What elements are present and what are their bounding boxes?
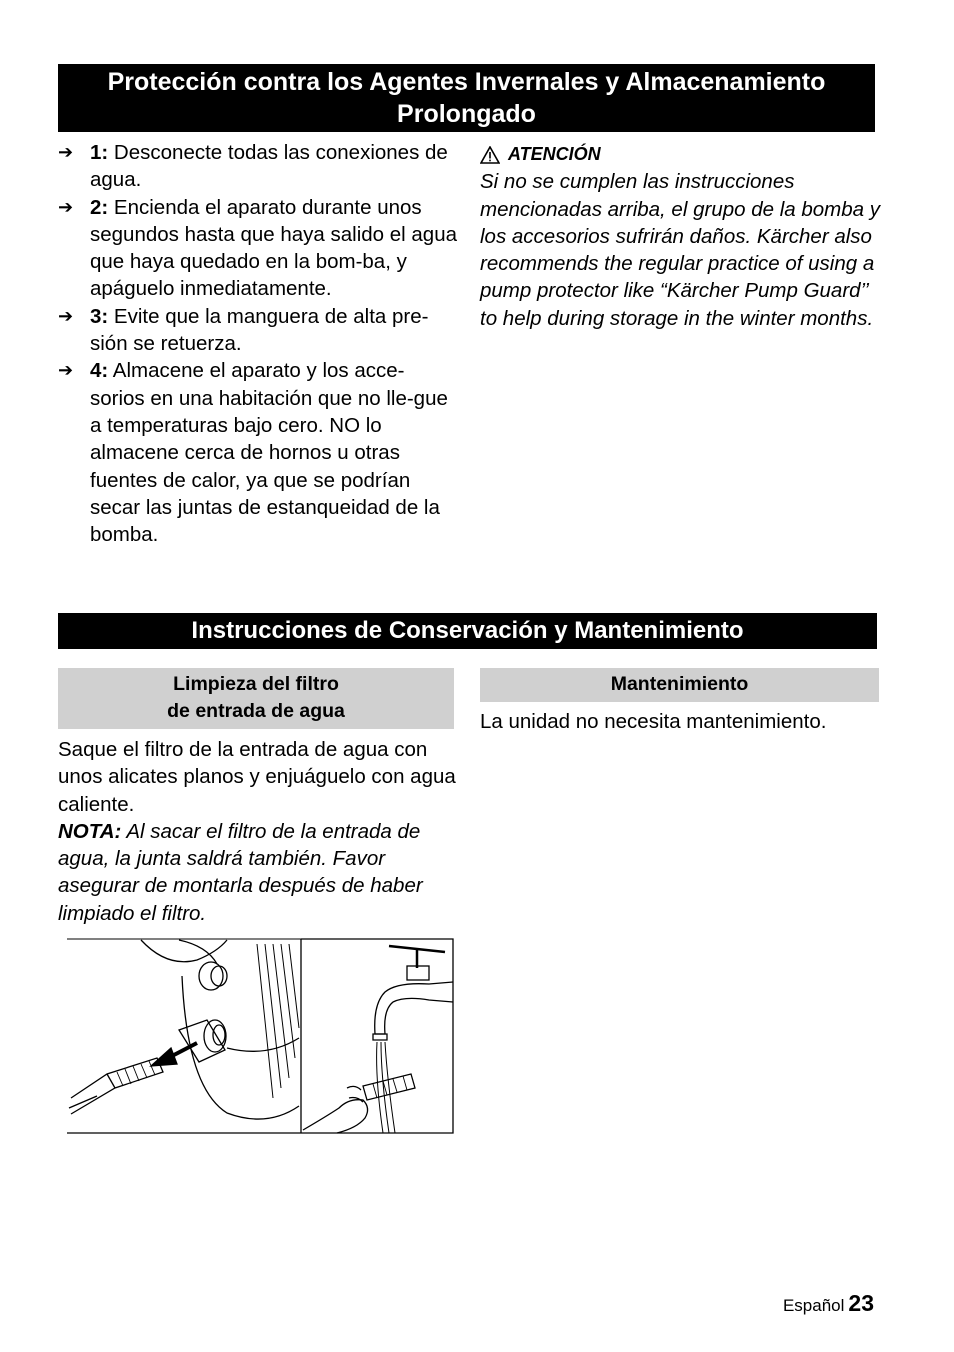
subheading-line: de entrada de agua (167, 700, 345, 722)
section-title-winter-storage: Protección contra los Agentes Invernales y Almacenamiento Prolongado (58, 64, 875, 132)
warning-label: ATENCIÓN (508, 144, 601, 164)
filter-cleaning-text (58, 736, 458, 927)
step-number: 3: (90, 304, 109, 328)
arrow-right-icon: ➔ (58, 196, 74, 217)
maintenance-text: La unidad no necesita mantenimiento. (480, 710, 827, 733)
note-paragraph (58, 818, 458, 927)
note-text: Al sacar el filtro de la entrada de agua, la junta saldrá también. Favor asegurar de montarla después de haber limpiado el filtro. (58, 819, 423, 925)
page-footer (783, 1290, 874, 1317)
subheading-maintenance: Mantenimiento (480, 668, 879, 702)
arrow-right-icon: ➔ (58, 142, 74, 162)
subheading-line: Limpieza del filtro (173, 673, 339, 695)
warning-triangle-icon (480, 146, 500, 164)
arrow-right-icon: ➔ (58, 305, 74, 326)
step-item (58, 194, 458, 303)
step-item (58, 139, 458, 194)
warning-text: Si no se cumplen las instrucciones mencionadas arriba, el grupo de la bomba y los accesorios sufrirán daños. Kärcher also recommends the regular practice of using a pump protector like “Kärcher Pump Guard’’ to help during storage in the winter months. (480, 170, 880, 330)
filter-cleaning-illustration (67, 938, 454, 1134)
step-number: 1: (90, 141, 109, 164)
step-text: Almacene el aparato y los acce-sorios en una habitación que no lle-gue a temperaturas bajo cero. NO lo almacene cerca de hornos u otras fuentes de calor, ya que se podrían secar las juntas de estanqueidad de la bomba. (90, 359, 448, 547)
steps-list (58, 139, 458, 548)
step-text: Evite que la manguera de alta pre-sión se retuerza. (90, 304, 429, 356)
note-label: NOTA: (58, 819, 122, 843)
step-text: Desconecte todas las conexiones de agua. (90, 141, 448, 192)
warning-box (480, 141, 880, 332)
footer-language: Español (782, 1296, 845, 1315)
subheading-filter-cleaning (58, 668, 454, 729)
arrow-right-icon: ➔ (58, 360, 74, 381)
section-title-maintenance: Instrucciones de Conservación y Mantenimiento (58, 613, 877, 649)
page-number: 23 (848, 1290, 874, 1316)
filter-cleaning-body: Saque el filtro de la entrada de agua con unos alicates planos y enjuáguelo con agua caliente. (58, 738, 456, 816)
step-text: Encienda el aparato durante unos segundos hasta que haya salido el agua que haya quedado en la bom-ba, y apáguelo inmediatamente. (90, 195, 458, 301)
step-item (58, 303, 458, 358)
step-number: 4: (90, 359, 109, 383)
step-item (58, 357, 458, 548)
step-number: 2: (90, 195, 109, 219)
